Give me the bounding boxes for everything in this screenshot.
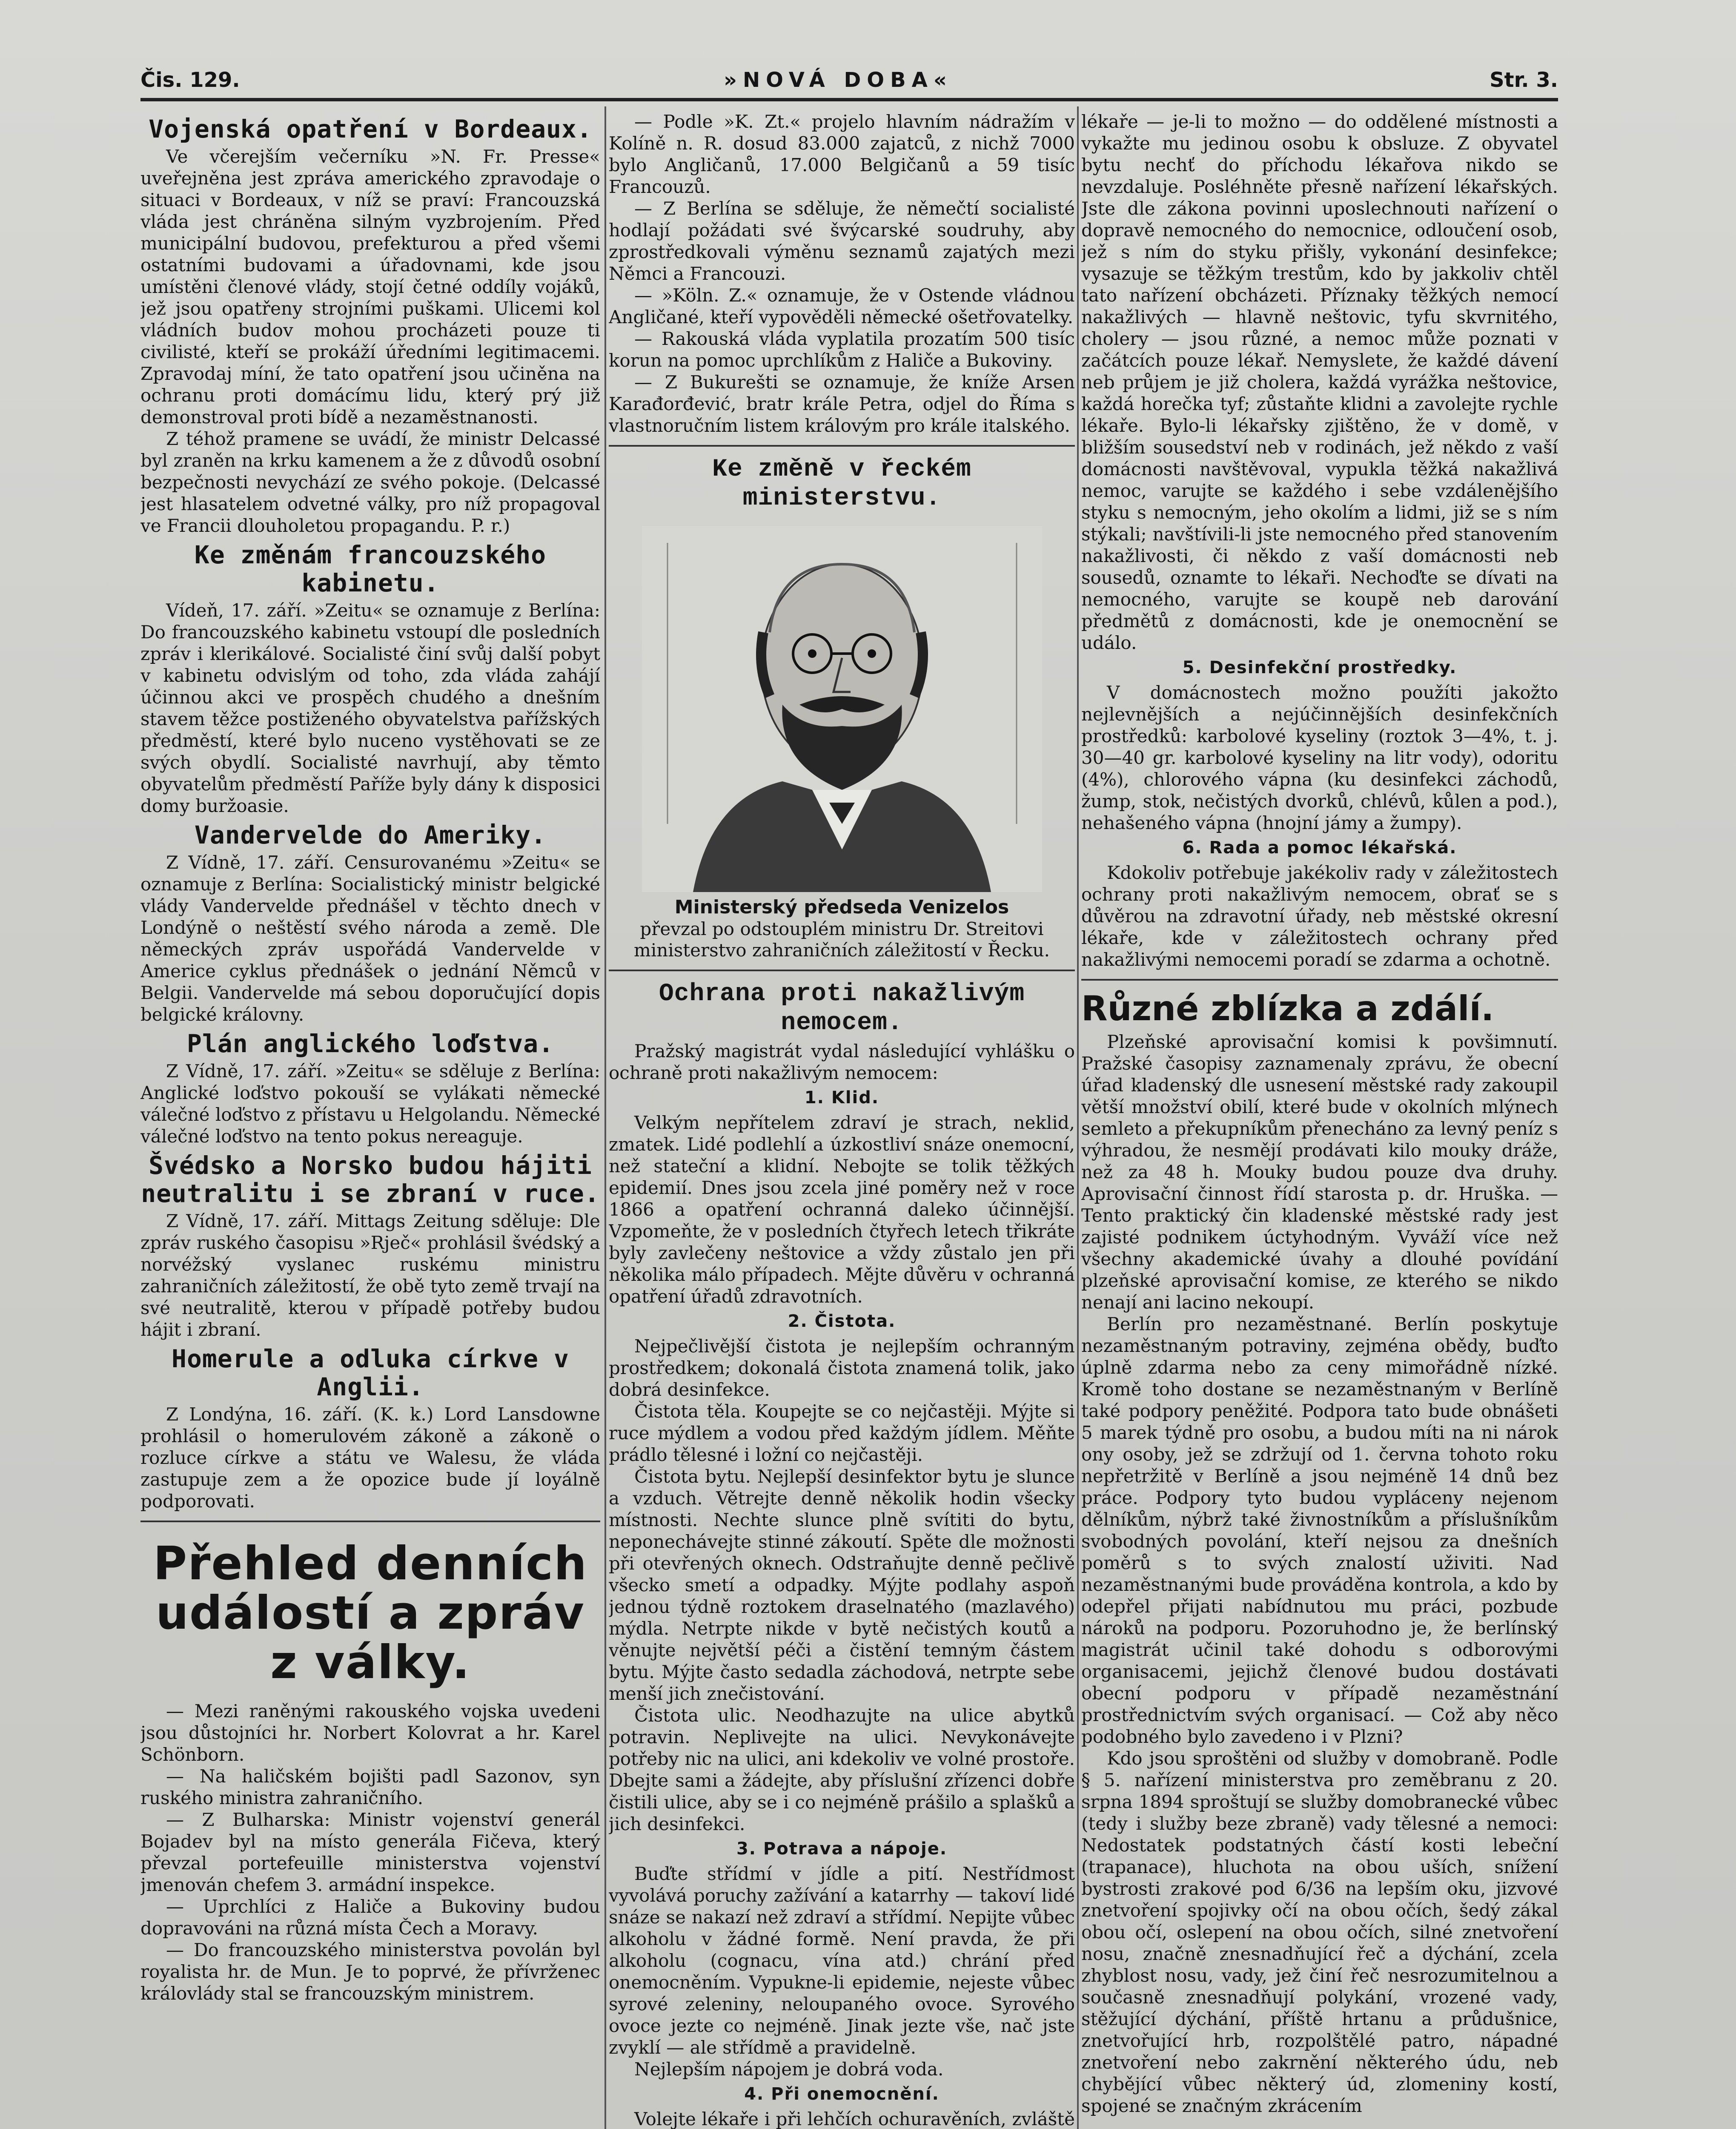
article-paragraph: Čistota ulic. Neodhazujte na ulice abytků potravin. Neplivejte na ulici. Nevykonávejte potřeby nic na ulici, ani kdekoliv ve volné prostoře. Dbejte sami a žádejte, aby příslušní zřízenci dobře čistili ulice, aby se i co nejméně prášilo a splašků a jich desinfekci. xyxy=(609,1705,1075,1834)
portrait-caption: Ministerský předseda Venizelos xyxy=(674,896,1009,918)
section-heading-disease-protection: Ochrana proti nakažlivým nemocem. xyxy=(659,980,1025,1037)
column-left xyxy=(140,111,600,2129)
subsection-heading: 3. Potrava a nápoje. xyxy=(736,1839,948,1859)
subsection-heading: 6. Rada a pomoc lékařská. xyxy=(1182,838,1457,858)
article-paragraph: Vídeň, 17. září. »Zeitu« se oznamuje z Berlína: Do francouzského kabinetu vstoupí dle posledních zpráv i klerikálové. Socialisté činí svůj další pobyt v kabinetu odvislým od toho, zda vláda zahájí účinnou akci ve prospěch chudého a dnešním stavem těžce postiženého obyvatelstva pařížských předměstí, které bylo nuceno vystěhovati se ze svých obydlí. Socialisté navrhují, aby těmto obyvatelům předměstí Paříže byly dány k disposici domy buržoasie. xyxy=(140,600,600,816)
column-right xyxy=(1081,111,1558,2129)
section-heading-various: Různé zblízka a zdálí. xyxy=(1081,989,1494,1028)
article-paragraph: Z Vídně, 17. září. »Zeitu« se sděluje z Berlína: Anglické loďstvo pokouší se vylákati německé válečné loďstvo z přístavu u Helgolandu. Německé válečné loďstvo na tento pokus nereaguje. xyxy=(140,1061,600,1147)
column-divider xyxy=(1077,106,1079,2129)
article-heading: Ke změnám francouzského kabinetu. xyxy=(194,540,547,597)
page-number: Str. 3. xyxy=(1490,68,1558,92)
news-item: — »Köln. Z.« oznamuje, že v Ostende vládnou Angličané, kteří vypověděli německé ošetřovatelky. xyxy=(609,285,1075,327)
article-heading: Švédsko a Norsko budou hájiti neutralitu i se zbraní v ruce. xyxy=(141,1151,600,1208)
article-paragraph: Buďte střídmí v jídle a pití. Nestřídmost vyvolává poruchy zažívání a katarrhy — takoví lidé snáze se nakazí než zdraví a střídmí. Nepijte vůbec alkoholu v žádné formě. Není pravda, že při alkoholu (cognacu, vína atd.) chrání před onemocněním. Vypukne-li epidemie, nejeste vůbec syrové zeleniny, neloupaného ovoce. Syrového ovoce jezte co nejméně. Jinak jezte vše, nač jste zvyklí — ale střídmě a pravidelně. xyxy=(609,1863,1075,2058)
section-rule xyxy=(609,970,1075,971)
news-item: — Uprchlíci z Haliče a Bukoviny budou dopravováni na různá místa Čech a Moravy. xyxy=(140,1896,600,1939)
article-paragraph: Pražský magistrát vydal následující vyhlášku o ochraně proti nakažlivým nemocem: xyxy=(609,1041,1075,1083)
article-paragraph: Plzeňské aprovisační komisi k povšimnutí. Pražské časopisy zaznamenaly zprávu, že obecní úřad kladenský dle usnesení městské rady zakoupil větší množství obilí, které bude v okolních mlýnech semleto a překupníkům přenecháno za levný peníz s výhradou, že nesmějí prodávati kilo mouky dráže, než za 48 h. Mouky budou pouze dva druhy. Aprovisační činnost řídí starosta p. dr. Hruška. — Tento praktický čin kladenské městské rady jest zajisté podnikem úctyhodným. Vyváží více než všechny akademické úvahy a dlouhé povídání plzeňské aprovisační komise, ze kterého se nikdo nenají ani lacino nekoupí. xyxy=(1081,1031,1558,1313)
article-paragraph: Z téhož pramene se uvádí, že ministr Delcassé byl zraněn na krku kamenem a že z důvodů osobní bezpečnosti nevychází ze svého pokoje. (Delcassé jest hlasatelem odvetné války, pro níž propagoval ve Francii dlouholetou propagandu. P. r.) xyxy=(140,428,600,536)
column-middle xyxy=(609,111,1075,2129)
article-paragraph: Berlín pro nezaměstnané. Berlín poskytuje nezaměstnaným potraviny, zejména obědy, buďto úplně zdarma nebo za ceny mimořádně nízké. Kromě toho dostane se nezaměstnaným v Berlíně také podpory peněžité. Podpora tato bude obnášeti 5 marek týdně pro osobu, a budou míti na ni nárok ony osoby, jež se zdržují od 1. června tohoto roku nepřetržitě v Berlíně a jsou nejméně 14 dnů bez práce. Podpory tyto budou vypláceny nejenom dělníkům, nýbrž také živnostníkům a příslušníkům svobodných povolání, kteří nejsou za dnešních poměrů s to svých znalostí uživiti. Nad nezaměstnanými bude prováděna kontrola, a kdo by odepřel přijati nabídnutou mu práci, pozbude nároků na podporu. Pozoruhodno je, že berlínský magistrát učinil také dohodu s odborovými organisacemi, jejichž členové budou dostávati obecní podporu v případě nezaměstnání prostřednictvím svých organisací. — Což aby něco podobného bylo zavedeno i v Plzni? xyxy=(1081,1314,1558,1747)
article-paragraph: Velkým nepřítelem zdraví je strach, neklid, zmatek. Lidé podlehlí a úzkostliví snáze onemocní, než stateční a klidní. Nebojte se tolik těžkých epidemií. Dnes jsou zcela jiné poměry než v roce 1866 a opatření ochranná daleko účinnější. Vzpomeňte, že v posledních čtyřech letech třikráte byly zavlečeny neštovice a vždy zůstalo jen při několika málo případech. Mějte důvěru v ochranná opatření úřadů zdravotních. xyxy=(609,1112,1075,1307)
article-paragraph: Z Londýna, 16. září. (K. k.) Lord Lansdowne prohlásil o homerulovém zákoně a zákoně o rozluce církve a státu ve Walesu, že vláda zastupuje zem a že opozice bude jí loyálně podporovati. xyxy=(140,1404,600,1512)
article-paragraph: Z Vídně, 17. září. Mittags Zeitung sděluje: Dle zpráv ruského časopisu »Rječ« prohlásil švédský a norvéžský vyslanec ruskému ministru zahraničních záležitostí, že obě tyto země trvají na své neutralitě, kterou v případě potřeby budou hájit i zbraní. xyxy=(140,1211,600,1340)
section-rule xyxy=(140,1521,600,1522)
news-item: — Z Berlína se sděluje, že němečtí socialisté hodlají požádati své švýcarské soudruhy, aby zprostředkovali výměnu seznamů zajatých mezi Němci a Francouzi. xyxy=(609,198,1075,284)
section-rule xyxy=(1081,979,1558,981)
news-item: — Z Bulharska: Ministr vojenství generál Bojadev byl na místo generála Fičeva, který převzal portefeuille ministerstva vojenství jmenován chefem 3. armádní inspekce. xyxy=(140,1809,600,1895)
news-item: — Z Bukurešti se oznamuje, že kníže Arsen Karađorđević, bratr krále Petra, odjel do Říma s vlastnoručním listem královým pro krále italského. xyxy=(609,372,1075,436)
news-item: — Mezi raněnými rakouského vojska uvedeni jsou důstojníci hr. Norbert Kolovrat a hr. Karel Schönborn. xyxy=(140,1701,600,1765)
article-paragraph: V domácnostech možno použíti jakožto nejlevnějších a nejúčinnějších desinfekčních prostředků: karbolové kyseliny (roztok 3—4%, t. j. 30—40 gr. karbolové kyseliny na litr vody), odoritu (4%), chlorového vápna (ku desinfekci záchodů, žump, stok, nečistých dvorků, chlévů, kůlen a pod.), nehašeného vápna (hnojní jámy a žumpy). xyxy=(1081,682,1558,833)
news-item: — Podle »K. Zt.« projelo hlavním nádražím v Kolíně n. R. dosud 83.000 zajatců, z nichž 7000 bylo Angličanů, 17.000 Belgičanů a 59 tisíc Francouzů. xyxy=(609,111,1075,197)
article-paragraph: Kdo jsou sproštěni od služby v domobraně. Podle § 5. nařízení ministerstva pro zeměbranu z 20. srpna 1894 sproštují se služby domobranecké vůbec (tedy i služby beze zbraně) vady tělesné a nemoci: Nedostatek podstatných částí kosti lebeční (trapanace), hluchota na obou uších, snížení bystrosti zrakové pod 6/36 na lepším oku, jizvové znetvoření spojivky očí na obou očích, šedý zákal obou očí, oslepení na obou očích, silné znetvoření nosu, značně znesnadňující řeč a dýchání, zcela zhyblost nosu, vady, jež činí řeč nesrozumitelnou a současně znesnadňují polykání, vrozené vady, stěžující dýchání, příště hrtanu a průdušnice, znetvořující hrb, rozpolštělé patro, nápadné znetvoření nebo zakrnění některého údu, neb chybějící vůbec některý úd, zlomeniny kostí, spojené se značným zkrácením xyxy=(1081,1748,1558,2116)
section-heading-daily-review: Přehled denních událostí a zpráv z války. xyxy=(153,1537,587,1689)
section-rule xyxy=(609,445,1075,447)
article-heading: Vojenská opatření v Bordeaux. xyxy=(149,115,592,143)
subsection-heading: 2. Čistota. xyxy=(788,1311,896,1331)
subsection-heading: 5. Desinfekční prostředky. xyxy=(1182,658,1457,677)
article-paragraph: lékaře — je-li to možno — do oddělené místnosti a vykažte mu jedinou osobu k obsluze. Z obyvatel bytu nechť do příchodu lékařova nikdo se nevzdaluje. Posléhněte přesně nařízení lékařských. Jste dle zákona povinni uposlechnouti nařízení o dopravě nemocného do nemocnice, odloučení osob, jež s ním do styku přišly, vykonání desinfekce; vysazuje se těžkým trestům, kdo by jakkoliv chtěl tato nařízení obcházeti. Příznaky těžkých nemocí nakažlivých — hlavně neštovic, tyfu skvrnitého, cholery — jsou různé, a nemoc může poznati v začátcích pouze lékař. Nemyslete, že každé dávení neb průjem je již cholera, každá vyrážka neštovice, každá horečka tyf; zůstaňte klidni a zavolejte rychle lékaře. Bylo-li lékařsky zjištěno, že v domě, v bližším sousedství neb v rodinách, jež někdo z vaší domácnosti navštěvoval, vypukla těžká nakažlivá nemoc, varujte se každého i sebe vzdálenějšího styku s nemocným, jeho okolím a lidmi, již se s ním stýkali; navštívili-li jste nemocného před stanovením nakažlivosti, či někdo z vaší domácnosti neb sousedů, oznamte to lékaři. Nechoďte se dívati na nemocného, varujte se koupě neb darování předmětů z domácnosti, kde je onemocnění se událo. xyxy=(1081,111,1558,653)
news-item: — Do francouzského ministerstva povolán byl royalista hr. de Mun. Je to poprvé, že přívrženec královlády stal se francouzským ministrem. xyxy=(140,1940,600,2004)
article-paragraph: Z Vídně, 17. září. Censurovanému »Zeitu« se oznamuje z Berlína: Socialistický ministr belgické vlády Vandervelde přednášel v těchto dnech v Londýně o neštěstí svého národa a země. Dle německých zpráv uspořádá Vandervelde v Americe cyklus přednášek o jednání Němců v Belgii. Vandervelde má sebou doporučující dopis belgické královny. xyxy=(140,852,600,1025)
page-header xyxy=(140,64,1558,101)
article-paragraph: Nejlepším nápojem je dobrá voda. xyxy=(634,2059,944,2080)
article-paragraph: Volejte lékaře i při lehčích ochuravěních, zvláště xyxy=(634,2109,1075,2129)
column-divider xyxy=(604,106,606,2129)
masthead-title: »NOVÁ DOBA« xyxy=(724,68,953,92)
article-heading: Vandervelde do Ameriky. xyxy=(194,821,547,849)
article-paragraph: Čistota těla. Koupejte se co nejčastěji. Mýjte si ruce mýdlem a vodou před každým jídlem. Měňte prádlo tělesné i ložní co nejčastěji. xyxy=(609,1401,1075,1465)
venizelos-portrait xyxy=(642,526,1042,892)
news-item: — Na haličském bojišti padl Sazonov, syn ruského ministra zahraničního. xyxy=(140,1766,600,1808)
news-item: — Rakouská vláda vyplatila prozatím 500 tisíc korun na pomoc uprchlíkům z Haliče a Bukoviny. xyxy=(609,328,1075,371)
section-heading-greek-ministry: Ke změně v řeckém ministerstvu. xyxy=(712,456,971,512)
portrait-subcaption: převzal po odstouplém ministru Dr. Streitovi ministerstvo zahraničních záležitostí v Řecku. xyxy=(634,918,1050,961)
article-paragraph: Kdokoliv potřebuje jakékoliv rady v záležitostech ochrany proti nakažlivým nemocem, obrať se s důvěrou na zdravotní úřady, neb městské okresní lékaře, kde v záležitostech ochrany před nakažlivými nemocemi poradí se zdarma a ochotně. xyxy=(1081,862,1558,970)
article-paragraph: Nejpečlivější čistota je nejlepším ochranným prostředkem; dokonalá čistota znamená tolik, jako dobrá desinfekce. xyxy=(609,1336,1075,1400)
issue-number: Čis. 129. xyxy=(140,68,240,92)
article-paragraph: Čistota bytu. Nejlepší desinfektor bytu je slunce a vzduch. Větrejte denně několik hodin všecky místnosti. Nechte slunce plně svítiti do bytu, neponechávejte stinné zákoutí. Spěte dle možnosti při otevřených oknech. Odstraňujte denně pečlivě všecko smetí a odpadky. Mýjte podlahy aspoň jednou týdně roztokem draselnatého (mazlavého) mýdla. Netrpte nikde v bytě nečistých koutů a věnujte největší péči a čistění temným částem bytu. Mýjte často sedadla záchodová, netrpte sebe menší jich znečistování. xyxy=(609,1466,1075,1704)
article-heading: Plán anglického loďstva. xyxy=(186,1029,554,1058)
article-heading: Homerule a odluka církve v Anglii. xyxy=(172,1344,569,1401)
subsection-heading: 1. Klid. xyxy=(804,1088,879,1108)
article-paragraph: Ve včerejším večerníku »N. Fr. Presse« uveřejněna jest zpráva amerického zpravodaje o situaci v Bordeaux, v níž se praví: Francouzská vláda jest chráněna silným vyzbrojením. Před municipální budovou, prefekturou a před všemi ostatními budovami a úřadovnami, kde jsou umístěni členové vlády, stojí četné oddíly vojáků, jež jsou opatřeny strojními puškami. Ulicemi kol vládních budov mohou procházeti pouze ti civilisté, kteří se prokáží úředními legitimacemi. Zpravodaj míní, že tato opatření jsou učiněna na ochranu proti domácímu lidu, který prý již demonstroval proti bídě a nezaměstnanosti. xyxy=(140,146,600,428)
subsection-heading: 4. Při onemocnění. xyxy=(744,2084,940,2104)
